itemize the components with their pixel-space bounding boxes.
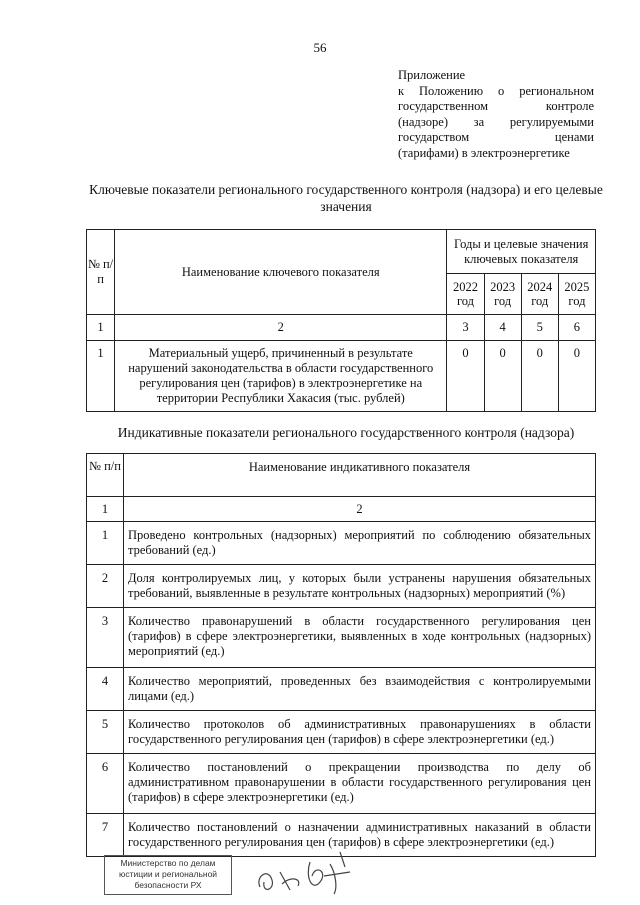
table-row — [87, 668, 596, 711]
row-name: Материальный ущерб, причиненный в результате нарушений законодательства в области государственного регулирования цен (тарифов) в электроэнергетике на территории Республики Хакасия (тыс. рублей) — [115, 341, 447, 412]
index-cell: 5 — [521, 315, 558, 341]
index-cell: 3 — [447, 315, 484, 341]
indicative-indicators-table — [86, 453, 596, 857]
stamp-line: юстиции и региональной — [118, 869, 218, 879]
table-row — [87, 711, 596, 754]
index-cell: 4 — [484, 315, 521, 341]
row-num: 3 — [87, 608, 124, 668]
header-num: № п/п — [87, 230, 115, 315]
index-cell: 1 — [87, 497, 124, 522]
row-value: 0 — [521, 341, 558, 412]
row-value: 0 — [484, 341, 521, 412]
row-value: 0 — [447, 341, 484, 412]
row-num: 6 — [87, 754, 124, 814]
key-indicators-title: Ключевые показатели регионального государственного контроля (надзора) и его целевые значения — [89, 182, 603, 214]
table-row — [87, 565, 596, 608]
header-years-group: Годы и целевые значения ключевых показателя — [447, 230, 596, 274]
appendix-line: Приложение — [398, 68, 466, 82]
row-num: 2 — [87, 565, 124, 608]
row-name: Количество протоколов об административных правонарушениях в области государственного регулирования цен (тарифов) в сфере электроэнергетики (ед.) — [124, 711, 596, 754]
appendix-line: (надзоре) за регулируемыми — [398, 114, 594, 129]
indicative-indicators-title: Индикативные показатели регионального государственного контроля (надзора) — [117, 425, 575, 440]
header-year: 2023 год — [484, 274, 521, 315]
index-cell: 1 — [87, 315, 115, 341]
header-year: 2025 год — [558, 274, 595, 315]
row-num: 1 — [87, 522, 124, 565]
appendix-line: государством ценами — [398, 130, 594, 144]
row-name: Количество правонарушений в области государственного регулирования цен (тарифов) в сфере электроэнергетики, выявленных в ходе контрольных (надзорных) мероприятий (ед.) — [124, 608, 596, 668]
row-name: Количество мероприятий, проведенных без взаимодействия с контролируемыми лицами (ед.) — [124, 668, 596, 711]
appendix-line: государственном контроле — [398, 99, 594, 113]
index-cell: 6 — [558, 315, 595, 341]
row-num: 1 — [87, 341, 115, 412]
index-cell: 2 — [115, 315, 447, 341]
header-name: Наименование индикативного показателя — [124, 454, 596, 497]
index-cell: 2 — [124, 497, 596, 522]
appendix-line: (тарифами) в электроэнергетике — [398, 145, 570, 160]
row-num: 4 — [87, 668, 124, 711]
table-row — [87, 522, 596, 565]
header-name: Наименование ключевого показателя — [115, 230, 447, 315]
header-year: 2024 год — [521, 274, 558, 315]
row-name: Доля контролируемых лиц, у которых были устранены нарушения обязательных требований, выявленные в результате контрольных (надзорных) мероприятий (%) — [124, 565, 596, 608]
table-row — [87, 754, 596, 814]
header-num: № п/п — [87, 454, 124, 497]
header-year: 2022 год — [447, 274, 484, 315]
signature-icon — [250, 842, 370, 902]
key-indicators-table — [86, 229, 596, 412]
appendix-line: к Положению о региональном — [398, 83, 594, 98]
ministry-stamp — [104, 855, 232, 895]
row-num: 7 — [87, 814, 124, 857]
row-name: Проведено контрольных (надзорных) мероприятий по соблюдению обязательных требований (ед.) — [124, 522, 596, 565]
row-value: 0 — [558, 341, 595, 412]
stamp-line: Министерство по делам — [120, 858, 216, 868]
page-number: 56 — [313, 40, 327, 55]
appendix-header — [398, 68, 594, 161]
row-name: Количество постановлений о прекращении производства по делу об административном правонарушении в области государственного регулирования цен (тарифов) в сфере электроэнергетики (ед.) — [124, 754, 596, 814]
row-name: Количество постановлений о назначении административных наказаний в области государственного регулирования цен (тарифов) в сфере электроэнергетики (ед.) — [124, 814, 596, 857]
table-row — [87, 608, 596, 668]
row-num: 5 — [87, 711, 124, 754]
table-row — [87, 341, 596, 412]
stamp-line: безопасности РХ — [134, 880, 202, 890]
